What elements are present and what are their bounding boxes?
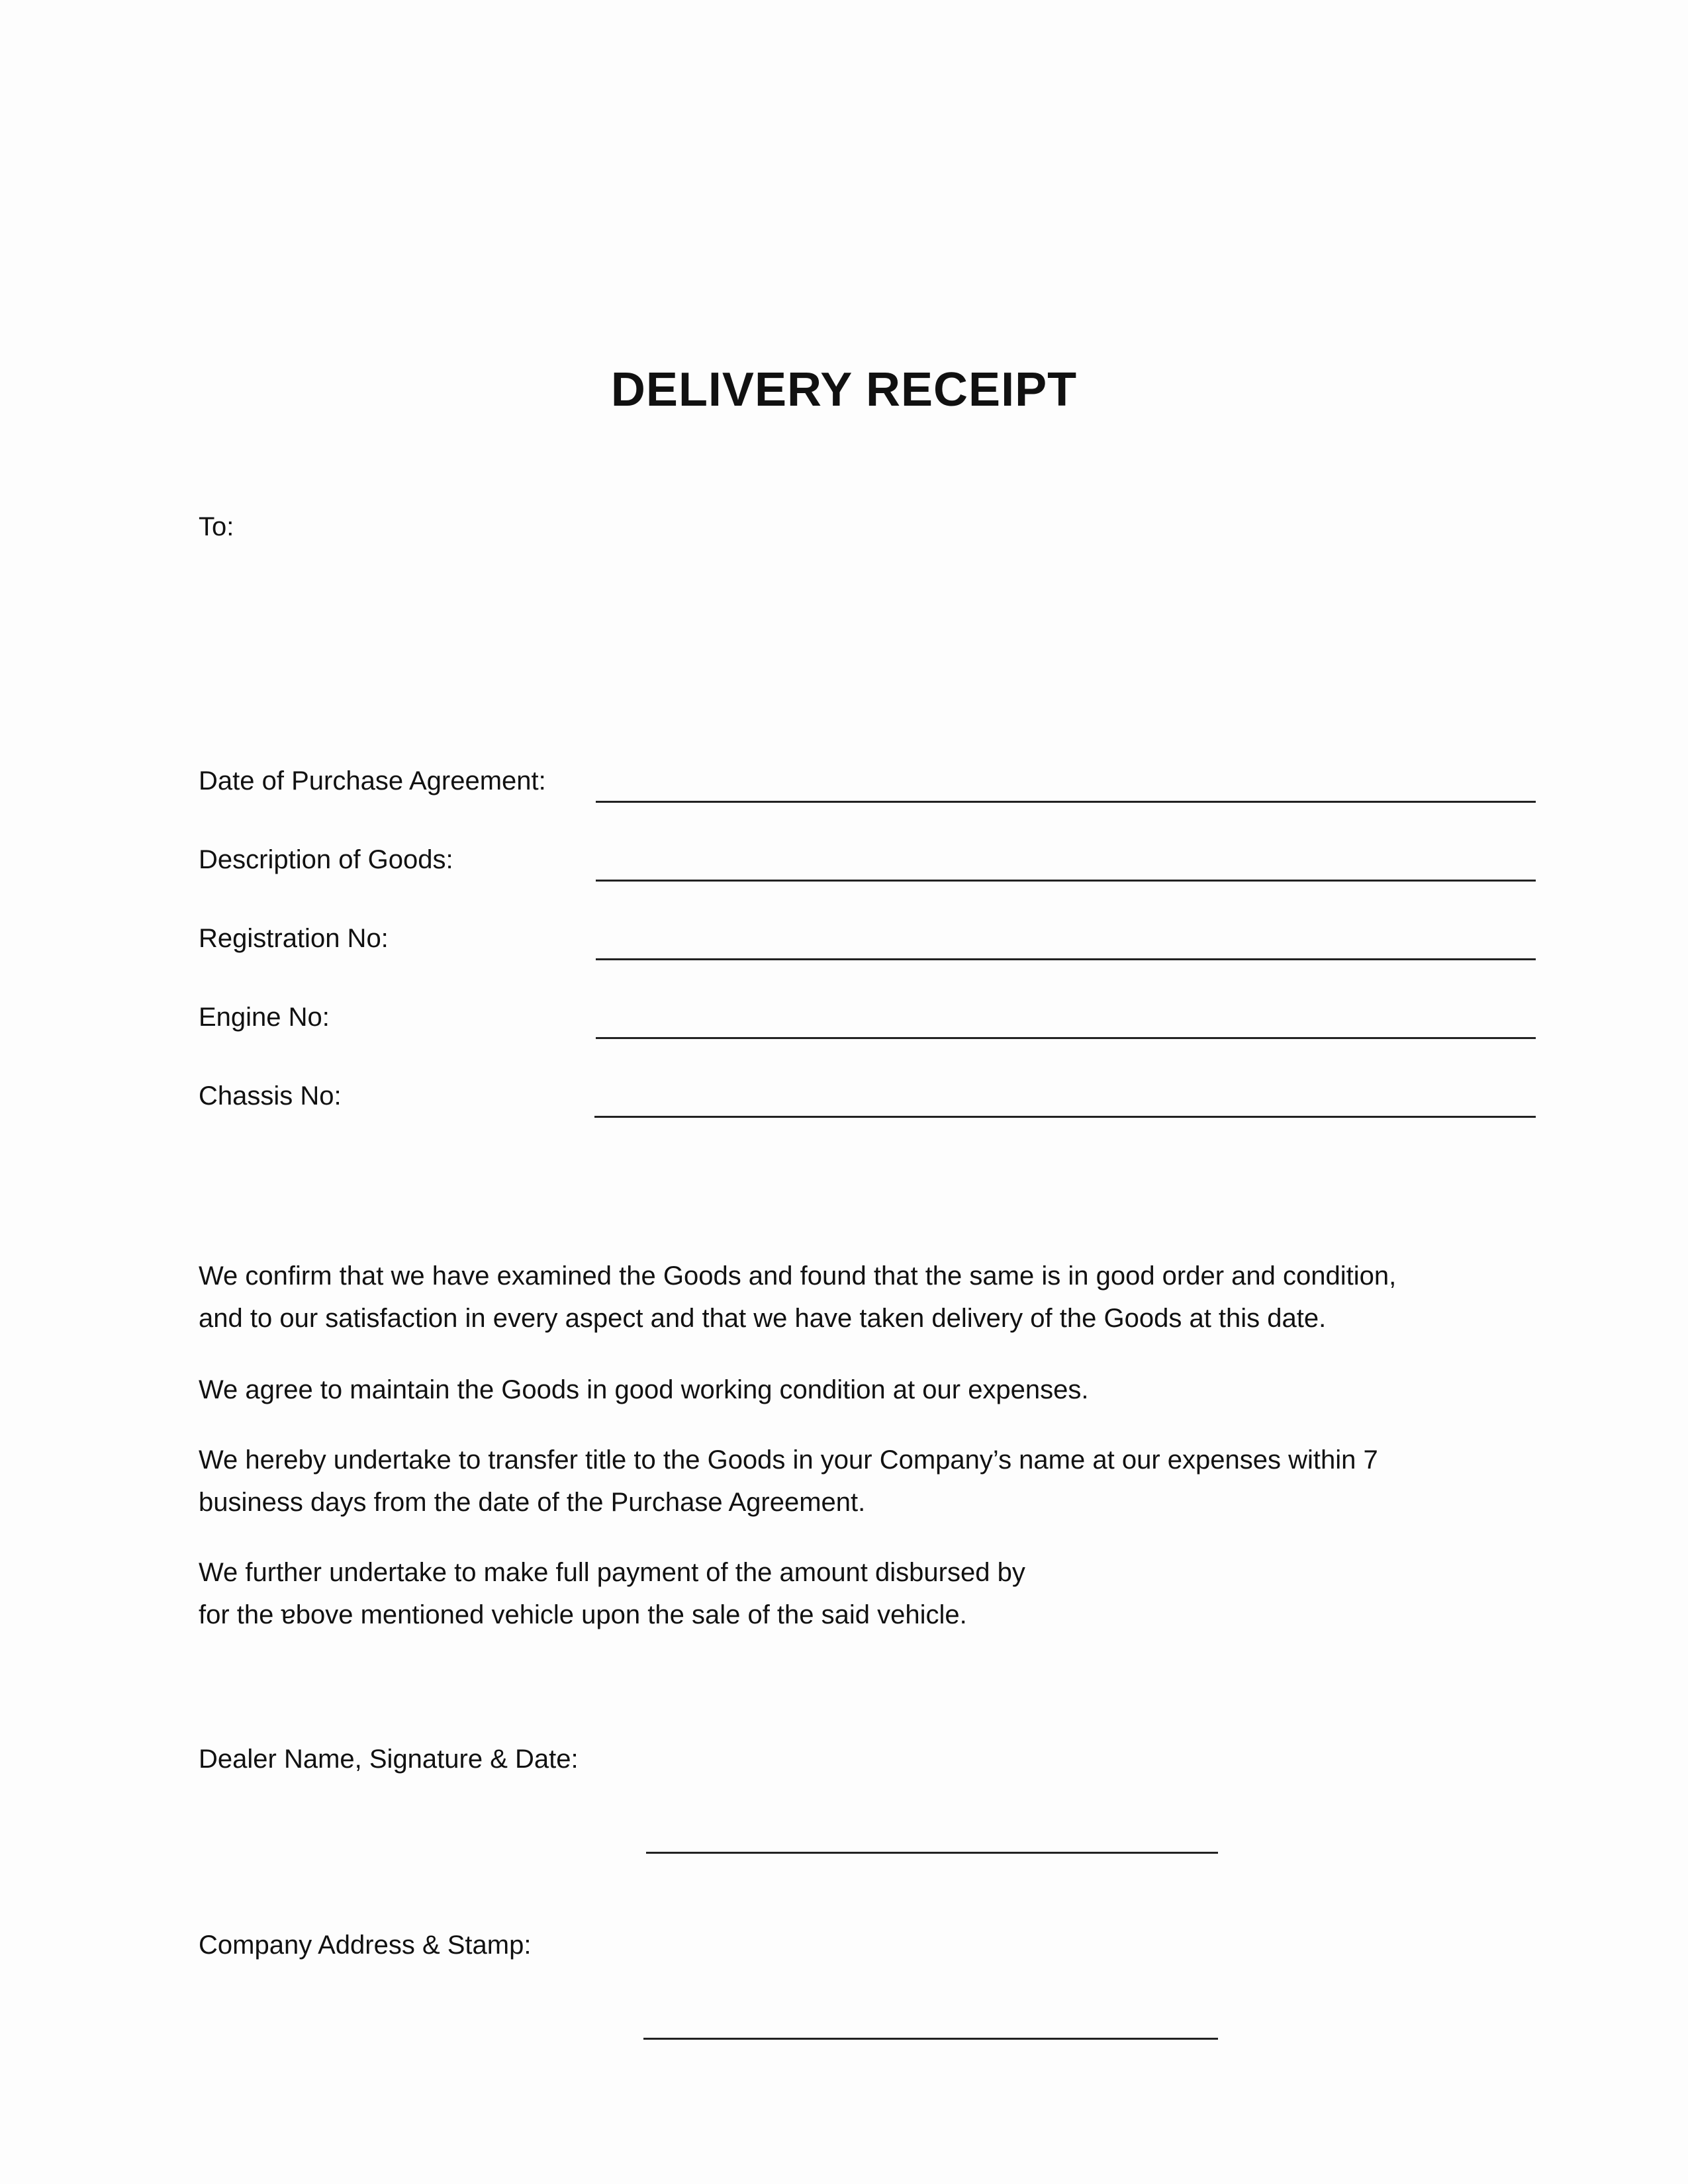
field-line-purchase-date[interactable] [596,801,1536,803]
paragraph-line: and to our satisfaction in every aspect and that we have taken delivery of the Goods at this date. [199,1304,1327,1333]
field-label-registration: Registration No: [199,924,389,953]
paragraph-payment [199,1551,1509,1636]
field-line-engine[interactable] [596,1037,1536,1039]
company-stamp-line[interactable] [643,2038,1218,2040]
paragraph-line: We further undertake to make full payment of the amount disbursed by [199,1558,1025,1587]
dealer-signature-label: Dealer Name, Signature & Date: [199,1745,579,1774]
company-stamp-label: Company Address & Stamp: [199,1931,532,1960]
paragraph-line: for the ɐbove mentioned vehicle upon the sale of the said vehicle. [199,1600,967,1629]
paragraph-line: We agree to maintain the Goods in good working condition at our expenses. [199,1375,1089,1404]
paragraph-title-transfer [199,1439,1509,1524]
field-line-description[interactable] [596,880,1536,882]
paragraph-line: business days from the date of the Purchase Agreement. [199,1488,866,1517]
field-line-chassis[interactable] [594,1116,1536,1118]
field-line-registration[interactable] [596,958,1536,960]
field-label-chassis: Chassis No: [199,1081,342,1111]
paragraph-confirmation [199,1255,1509,1340]
field-label-purchase-date: Date of Purchase Agreement: [199,766,546,796]
document-title: DELIVERY RECEIPT [610,363,1078,416]
paragraph-maintenance [199,1369,1509,1411]
to-label: To: [199,512,234,541]
paragraph-line: We confirm that we have examined the Goods and found that the same is in good order and condition, [199,1261,1397,1291]
field-label-engine: Engine No: [199,1003,330,1032]
dealer-signature-line[interactable] [646,1852,1218,1854]
paragraph-line: We hereby undertake to transfer title to the Goods in your Company’s name at our expenses within 7 [199,1445,1378,1475]
field-label-description: Description of Goods: [199,845,453,874]
